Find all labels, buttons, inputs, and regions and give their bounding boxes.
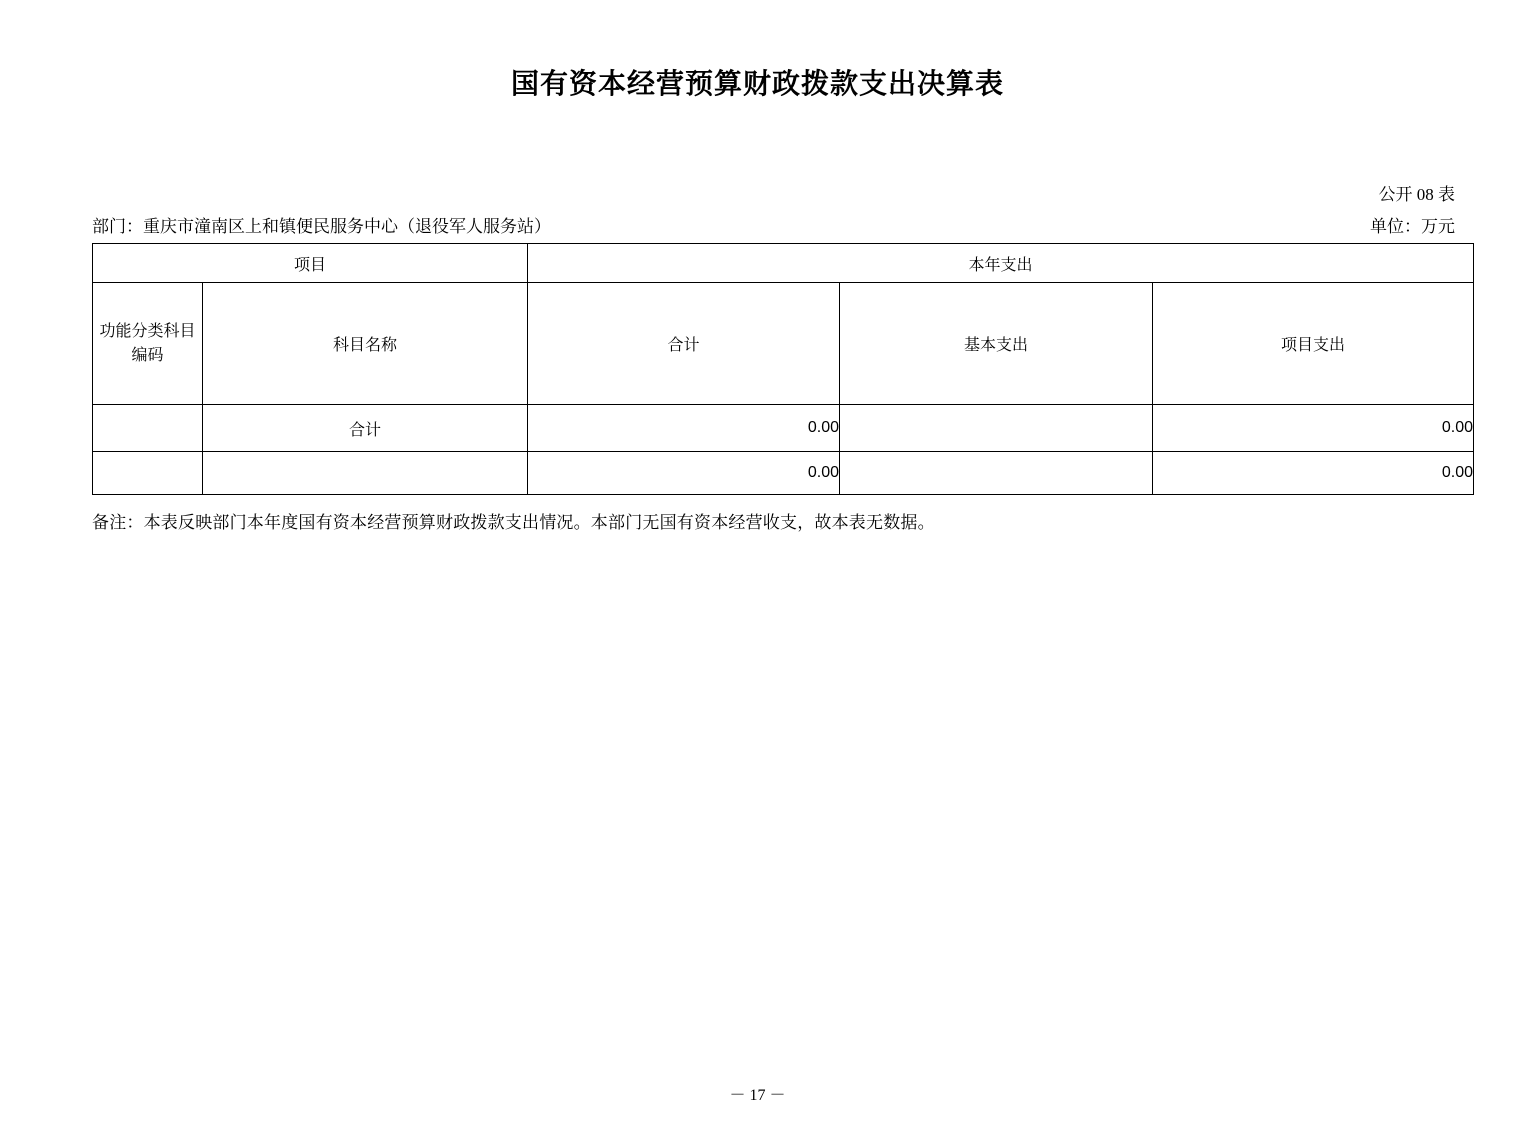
cell-total: 0.00: [528, 405, 840, 452]
cell-subject-name: [203, 452, 528, 495]
cell-basic-expenditure: [840, 452, 1153, 495]
cell-subject-name: 合计: [203, 405, 528, 452]
table-header-row: [93, 283, 1474, 405]
table-row: [93, 405, 1474, 452]
page-title: 国有资本经营预算财政拨款支出决算表: [510, 68, 1004, 99]
cell-function-code: [93, 405, 203, 452]
table-note: 备注：本表反映部门本年度国有资本经营预算财政拨款支出情况。本部门无国有资本经营收支，故本表无数据。: [92, 513, 935, 532]
cell-basic-expenditure: [840, 405, 1153, 452]
cell-project-expenditure: 0.00: [1153, 405, 1474, 452]
table-row: [93, 452, 1474, 495]
cell-project-expenditure: 0.00: [1153, 452, 1474, 495]
form-number: 公开 08 表: [1378, 185, 1455, 204]
unit-label: 单位：万元: [1370, 217, 1455, 236]
cell-function-code: [93, 452, 203, 495]
page-number: － 17 －: [729, 1087, 786, 1104]
header-item-group: 项目: [93, 244, 528, 283]
header-basic-expenditure: 基本支出: [840, 283, 1153, 405]
expenditure-table: [92, 243, 1474, 495]
document-page: [0, 62, 1515, 1131]
department-line: 部门：重庆市潼南区上和镇便民服务中心（退役军人服务站）: [92, 217, 551, 236]
header-project-expenditure: 项目支出: [1153, 283, 1474, 405]
header-function-code: 功能分类科目编码: [93, 283, 203, 405]
cell-total: 0.00: [528, 452, 840, 495]
header-total: 合计: [528, 283, 840, 405]
header-current-year-group: 本年支出: [528, 244, 1474, 283]
table-header-group-row: [93, 244, 1474, 283]
header-subject-name: 科目名称: [203, 283, 528, 405]
